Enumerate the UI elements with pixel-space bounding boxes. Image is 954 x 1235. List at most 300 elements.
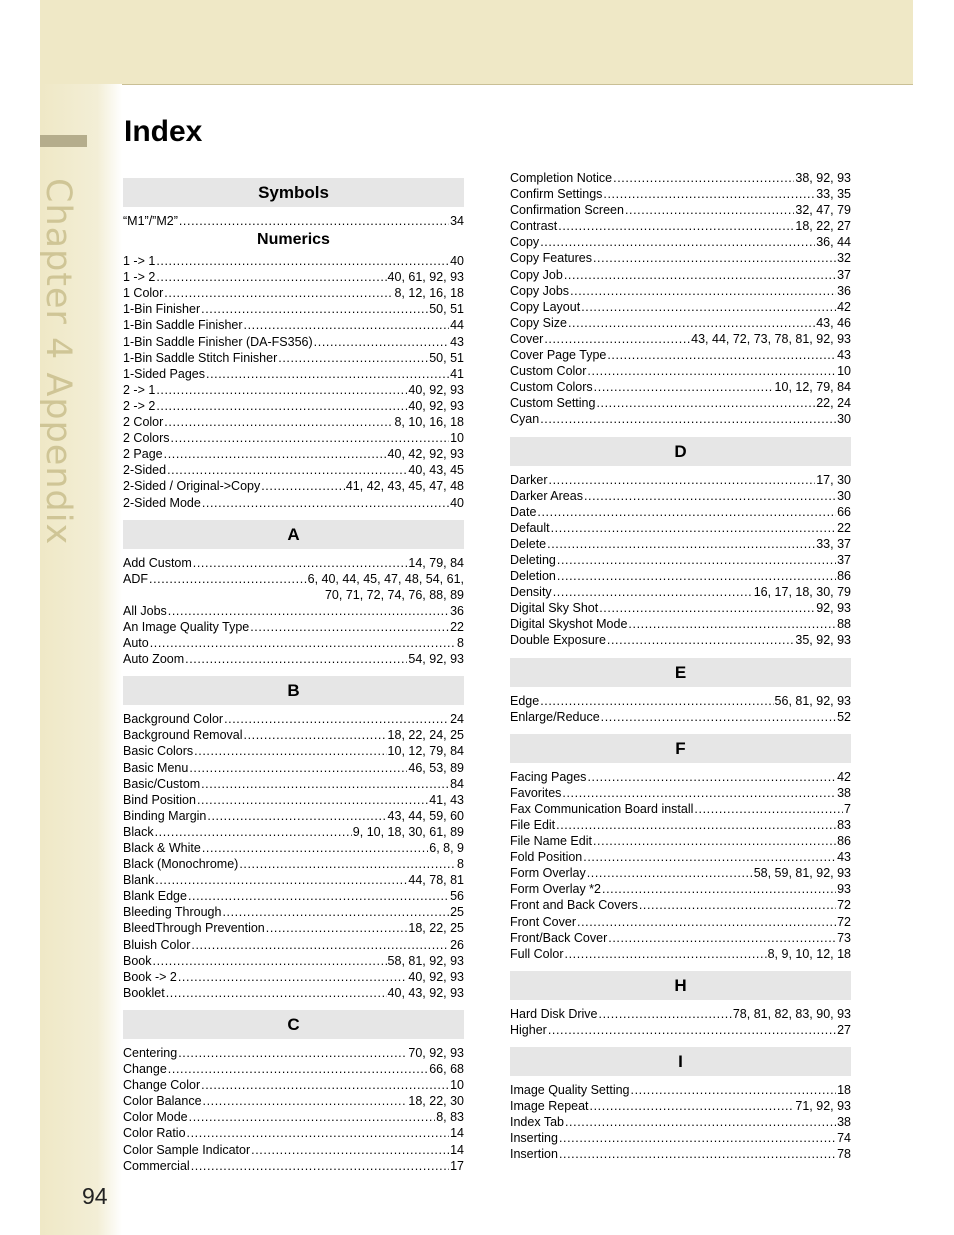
dot-leader (178, 1045, 407, 1061)
index-term: Full Color (510, 946, 564, 961)
index-entry (510, 299, 851, 315)
dot-leader (587, 769, 836, 785)
dot-leader (594, 379, 774, 395)
dot-leader (557, 552, 836, 568)
index-term: Copy Features (510, 251, 592, 266)
index-page-refs: 78, 81, 82, 83, 90, 93 (732, 1006, 851, 1021)
index-entry (510, 600, 851, 616)
dot-leader (197, 792, 428, 808)
index-list-f (510, 769, 851, 962)
index-term: 2 -> 1 (123, 382, 156, 397)
index-page-refs: 78 (837, 1147, 851, 1162)
index-entry (510, 693, 851, 709)
index-page-refs: 8, 10, 16, 18 (394, 415, 464, 430)
dot-leader (155, 872, 407, 888)
index-page-refs-continued: 70, 71, 72, 74, 76, 88, 89 (324, 587, 464, 602)
index-term: Basic Colors (123, 744, 194, 759)
index-entry (123, 808, 464, 824)
dot-leader (568, 315, 815, 331)
index-entry (123, 760, 464, 776)
index-term: Fax Communication Board install (510, 801, 694, 816)
index-term: Date (510, 504, 537, 519)
index-term: Form Overlay (510, 866, 586, 881)
index-term: Default (510, 520, 550, 535)
index-entry (510, 170, 851, 186)
index-term: Digital Skyshot Mode (510, 617, 628, 632)
index-entry (123, 350, 464, 366)
dot-leader (565, 946, 767, 962)
dot-leader (553, 584, 753, 600)
index-term: Custom Color (510, 364, 587, 379)
index-entry (510, 363, 851, 379)
dot-leader (577, 914, 836, 930)
index-term: BleedThrough Prevention (123, 921, 265, 936)
index-term: Custom Colors (510, 380, 593, 395)
index-term: Custom Setting (510, 396, 596, 411)
dot-leader (607, 632, 794, 648)
dot-leader (694, 801, 843, 817)
index-entry (123, 446, 464, 462)
index-page-refs: 40, 61, 92, 93 (387, 270, 464, 285)
index-term: Commercial (123, 1158, 190, 1173)
index-entry (510, 504, 851, 520)
dot-leader (201, 301, 428, 317)
index-term: Enlarge/Reduce (510, 709, 600, 724)
index-term: Front and Back Covers (510, 898, 638, 913)
index-page-refs: 52 (837, 709, 851, 724)
dot-leader (189, 760, 407, 776)
index-entry (123, 888, 464, 904)
index-term: Contrast (510, 219, 558, 234)
index-page-refs: 43, 46 (816, 315, 851, 330)
index-entry (510, 1022, 851, 1038)
index-page-refs: 18, 22, 25 (408, 921, 464, 936)
index-entry (510, 801, 851, 817)
index-term: Digital Sky Shot (510, 601, 599, 616)
index-page-refs: 22, 24 (816, 396, 851, 411)
index-page-refs: 18 (837, 1083, 851, 1098)
section-header-b: B (123, 676, 464, 705)
index-term: Booklet (123, 985, 165, 1000)
dot-leader (203, 1093, 408, 1109)
dot-leader (608, 930, 836, 946)
index-page-refs: 32 (837, 251, 851, 266)
index-page-refs: 35, 92, 93 (795, 633, 851, 648)
index-list-c-continued (510, 170, 851, 428)
dot-leader (613, 170, 794, 186)
index-page-refs: 86 (837, 834, 851, 849)
dot-leader (164, 446, 387, 462)
index-entry (510, 488, 851, 504)
index-term: Confirm Settings (510, 187, 603, 202)
index-page-refs: 10 (837, 364, 851, 379)
index-page-refs: 10 (450, 431, 464, 446)
section-header-numerics: Numerics (257, 231, 330, 249)
index-page-refs: 41 (450, 366, 464, 381)
index-entry (123, 1061, 464, 1077)
chapter-label: Chapter 4 Appendix (38, 178, 78, 546)
dot-leader (537, 504, 836, 520)
index-page-refs: 26 (450, 937, 464, 952)
index-list-i (510, 1082, 851, 1162)
index-page-refs: 36, 44 (816, 235, 851, 250)
index-page-refs: 7 (844, 801, 851, 816)
index-page-refs: 36 (450, 603, 464, 618)
dot-leader (156, 253, 449, 269)
dot-leader (150, 635, 456, 651)
index-page-refs: 92, 93 (816, 601, 851, 616)
index-entry (510, 632, 851, 648)
index-entry (510, 616, 851, 632)
dot-leader (261, 478, 345, 494)
index-page-refs: 36 (837, 283, 851, 298)
index-term: Front Cover (510, 914, 576, 929)
index-entry (123, 366, 464, 382)
index-page-refs: 40 (450, 495, 464, 510)
index-term: Inserting (510, 1131, 558, 1146)
index-page-refs: 43, 44, 72, 73, 78, 81, 92, 93 (691, 331, 851, 346)
index-entry (123, 711, 464, 727)
index-term: Edge (510, 693, 540, 708)
index-entry (123, 462, 464, 478)
section-header-f: F (510, 734, 851, 763)
index-term: Double Exposure (510, 633, 606, 648)
index-page-refs: 34 (450, 214, 464, 228)
index-entry (123, 937, 464, 953)
index-entry (123, 334, 464, 350)
index-term: File Name Edit (510, 834, 592, 849)
index-term: Fold Position (510, 850, 583, 865)
index-term: Copy Layout (510, 299, 581, 314)
index-page-refs: 6, 40, 44, 45, 47, 48, 54, 61, (307, 571, 464, 586)
index-entry (123, 1077, 464, 1093)
index-list-d (510, 472, 851, 649)
index-page-refs: 42 (837, 299, 851, 314)
index-page-refs: 50, 51 (429, 302, 464, 317)
dot-leader (607, 347, 836, 363)
index-entry (123, 920, 464, 936)
dot-leader (149, 571, 307, 587)
index-page-refs: 54, 92, 93 (408, 652, 464, 667)
index-term: 1 Color (123, 286, 164, 301)
index-page-refs: 74 (837, 1131, 851, 1146)
index-term: Blank (123, 873, 155, 888)
index-term: Density (510, 585, 552, 600)
index-page-refs: 58, 81, 92, 93 (387, 953, 464, 968)
index-page-refs: 38 (837, 1115, 851, 1130)
index-page-refs: 9, 10, 18, 30, 61, 89 (352, 824, 464, 839)
dot-leader (587, 363, 836, 379)
index-page-refs: 41, 42, 43, 45, 47, 48 (345, 479, 464, 494)
index-entry (123, 382, 464, 398)
index-page-refs: 83 (837, 818, 851, 832)
index-entry (123, 414, 464, 430)
dot-leader (207, 808, 386, 824)
index-page-refs: 22 (837, 520, 851, 535)
dot-leader (596, 395, 815, 411)
index-page-refs: 66 (837, 504, 851, 519)
index-page-refs: 86 (837, 569, 851, 584)
dot-leader (201, 776, 449, 792)
index-entry (123, 285, 464, 301)
dot-leader (547, 536, 815, 552)
index-entry (510, 1130, 851, 1146)
page-number: 94 (82, 1183, 108, 1209)
dot-leader (266, 920, 408, 936)
dot-leader (156, 382, 407, 398)
dot-leader (562, 785, 836, 801)
index-page-refs: 37 (837, 267, 851, 282)
dot-leader (556, 817, 836, 833)
index-entry (510, 817, 851, 833)
index-entry (123, 985, 464, 1001)
index-term: 2 -> 2 (123, 398, 156, 413)
index-list-symbols (123, 213, 464, 229)
index-entry (510, 1006, 851, 1022)
index-page-refs: 40, 43, 45 (408, 463, 464, 478)
index-term: 1-Bin Saddle Finisher (123, 318, 243, 333)
dot-leader (584, 488, 836, 504)
index-page-refs: 40, 43, 92, 93 (387, 985, 464, 1000)
section-header-h: H (510, 971, 851, 1000)
index-term: Color Mode (123, 1110, 188, 1125)
index-list-e (510, 693, 851, 725)
index-term: 2 Colors (123, 431, 170, 446)
index-entry (510, 914, 851, 930)
index-entry (123, 213, 464, 229)
dot-leader (250, 619, 449, 635)
index-page-refs: 33, 37 (816, 536, 851, 551)
index-entry (123, 1142, 464, 1158)
index-entry (510, 1114, 851, 1130)
index-page-refs: 50, 51 (429, 350, 464, 365)
dot-leader (587, 865, 753, 881)
dot-leader (179, 213, 449, 229)
index-page-refs: 8, 12, 16, 18 (394, 286, 464, 301)
dot-leader (557, 568, 836, 584)
index-list-h (510, 1006, 851, 1038)
dot-leader (224, 711, 449, 727)
index-term: Cover (510, 331, 544, 346)
dot-leader (251, 1142, 449, 1158)
index-term: Favorites (510, 785, 562, 800)
index-term: Higher (510, 1022, 547, 1037)
index-list-numerics (123, 253, 464, 511)
index-entry (510, 411, 851, 427)
index-entry (123, 619, 464, 635)
index-term: Color Ratio (123, 1126, 186, 1141)
index-term: Facing Pages (510, 769, 587, 784)
index-term: Darker (510, 472, 548, 487)
index-page-refs: 43 (450, 334, 464, 349)
index-page-refs: 72 (837, 914, 851, 929)
index-entry (510, 315, 851, 331)
dot-leader (603, 186, 815, 202)
index-term: Change Color (123, 1078, 201, 1093)
dot-leader (193, 555, 408, 571)
dot-leader (625, 202, 794, 218)
index-page-refs: 88 (837, 617, 851, 632)
dot-leader (164, 285, 393, 301)
index-page-refs: 27 (837, 1022, 851, 1037)
dot-leader (244, 317, 450, 333)
index-entry (510, 930, 851, 946)
index-page-refs: 18, 22, 24, 25 (387, 728, 464, 743)
index-entry (510, 234, 851, 250)
dot-leader (564, 267, 836, 283)
dot-leader (628, 616, 836, 632)
index-term: Black & White (123, 841, 201, 855)
dot-leader (202, 495, 449, 511)
index-term: Book -> 2 (123, 969, 177, 984)
index-entry (123, 495, 464, 511)
dot-leader (168, 603, 449, 619)
index-term: Form Overlay *2 (510, 882, 601, 897)
index-term: Add Custom (123, 555, 192, 570)
index-term: Copy (510, 235, 540, 250)
index-page-refs: 17 (450, 1158, 464, 1173)
index-term: Book (123, 953, 152, 968)
index-page-refs: 14 (450, 1126, 464, 1141)
index-entry (123, 1109, 464, 1125)
index-term: 1 -> 1 (123, 254, 156, 269)
index-term: Darker Areas (510, 488, 583, 503)
dot-leader (639, 897, 836, 913)
index-entry (123, 635, 464, 651)
index-entry (510, 833, 851, 849)
index-page-refs: 37 (837, 552, 851, 567)
index-term: Image Repeat (510, 1099, 589, 1114)
index-page-refs: 40, 92, 93 (408, 382, 464, 397)
index-page-refs: 8 (457, 636, 464, 651)
dot-leader (593, 250, 836, 266)
top-banner (40, 0, 913, 85)
index-entry (510, 865, 851, 881)
index-entry (510, 202, 851, 218)
index-entry (123, 555, 464, 571)
index-page-refs: 10, 12, 79, 84 (774, 380, 851, 395)
index-page-refs: 42 (837, 769, 851, 784)
index-entry (123, 776, 464, 792)
dot-leader (601, 709, 836, 725)
dot-leader (551, 520, 836, 536)
index-entry (510, 881, 851, 897)
index-term: 2-Sided Mode (123, 495, 201, 510)
index-entry (123, 269, 464, 285)
index-entry (123, 1093, 464, 1109)
dot-leader (187, 1125, 450, 1141)
index-entry (510, 769, 851, 785)
dot-leader (583, 849, 836, 865)
dot-leader (549, 472, 816, 488)
dot-leader (202, 840, 428, 856)
dot-leader (206, 366, 449, 382)
index-entry (123, 969, 464, 985)
index-page-refs: 40 (450, 254, 464, 269)
index-term: 1-Sided Pages (123, 366, 206, 381)
index-column-left (123, 178, 464, 1174)
index-entry (510, 1146, 851, 1162)
dot-leader (593, 833, 836, 849)
index-term: All Jobs (123, 603, 167, 618)
index-term: “M1”/”M2” (123, 214, 178, 228)
dot-leader (201, 1077, 449, 1093)
index-entry (123, 904, 464, 920)
index-term: Completion Notice (510, 171, 613, 185)
index-term: Confirmation Screen (510, 203, 624, 218)
index-term: Delete (510, 536, 547, 551)
dot-leader (155, 824, 352, 840)
index-entry (123, 840, 464, 856)
index-page-refs: 40, 92, 93 (408, 969, 464, 984)
index-page-refs: 10, 12, 79, 84 (387, 744, 464, 759)
index-page-refs: 58, 59, 81, 92, 93 (753, 866, 851, 881)
dot-leader (239, 856, 456, 872)
index-entry (510, 849, 851, 865)
index-entry (510, 1098, 851, 1114)
dot-leader (191, 1158, 449, 1174)
index-list-a (123, 555, 464, 668)
index-term: Color Sample Indicator (123, 1142, 251, 1157)
index-entry (510, 568, 851, 584)
index-term: Black (123, 824, 154, 839)
index-entry (123, 1125, 464, 1141)
dot-leader (631, 1082, 837, 1098)
dot-leader (559, 1146, 836, 1162)
index-term: Bind Position (123, 792, 196, 807)
dot-leader (599, 1006, 732, 1022)
index-entry (123, 317, 464, 333)
index-page-refs: 33, 35 (816, 187, 851, 202)
index-term: Copy Job (510, 267, 563, 282)
index-entry (510, 897, 851, 913)
index-term: Auto Zoom (123, 652, 185, 667)
index-entry (510, 379, 851, 395)
dot-leader (540, 234, 815, 250)
dot-leader (590, 1098, 795, 1114)
dot-leader (164, 414, 393, 430)
index-page-refs: 93 (837, 882, 851, 897)
index-page-refs: 30 (837, 412, 851, 427)
index-list-b (123, 711, 464, 1001)
index-entry (123, 430, 464, 446)
index-page-refs: 41, 43 (429, 792, 464, 807)
index-term: 2-Sided / Original->Copy (123, 479, 261, 494)
index-page-refs: 17, 30 (816, 472, 851, 487)
dot-leader (544, 331, 690, 347)
index-entry (510, 395, 851, 411)
dot-leader (540, 693, 773, 709)
index-term: Copy Size (510, 315, 567, 330)
index-term: File Edit (510, 818, 556, 832)
dot-leader (168, 1061, 428, 1077)
index-page-refs: 32, 47, 79 (795, 203, 851, 218)
index-entry (123, 856, 464, 872)
index-entry (123, 1158, 464, 1174)
index-page-refs: 38, 92, 93 (795, 171, 851, 185)
index-page-refs: 8 (457, 857, 464, 872)
index-term: 2 Page (123, 447, 163, 462)
section-header-symbols: Symbols (123, 178, 464, 207)
index-entry (123, 872, 464, 888)
index-entry (123, 398, 464, 414)
dot-leader (581, 299, 836, 315)
index-page-refs: 8, 83 (436, 1110, 464, 1125)
index-page-refs: 18, 22, 30 (408, 1094, 464, 1109)
index-term: Image Quality Setting (510, 1083, 630, 1098)
index-entry (510, 347, 851, 363)
section-header-a: A (123, 520, 464, 549)
